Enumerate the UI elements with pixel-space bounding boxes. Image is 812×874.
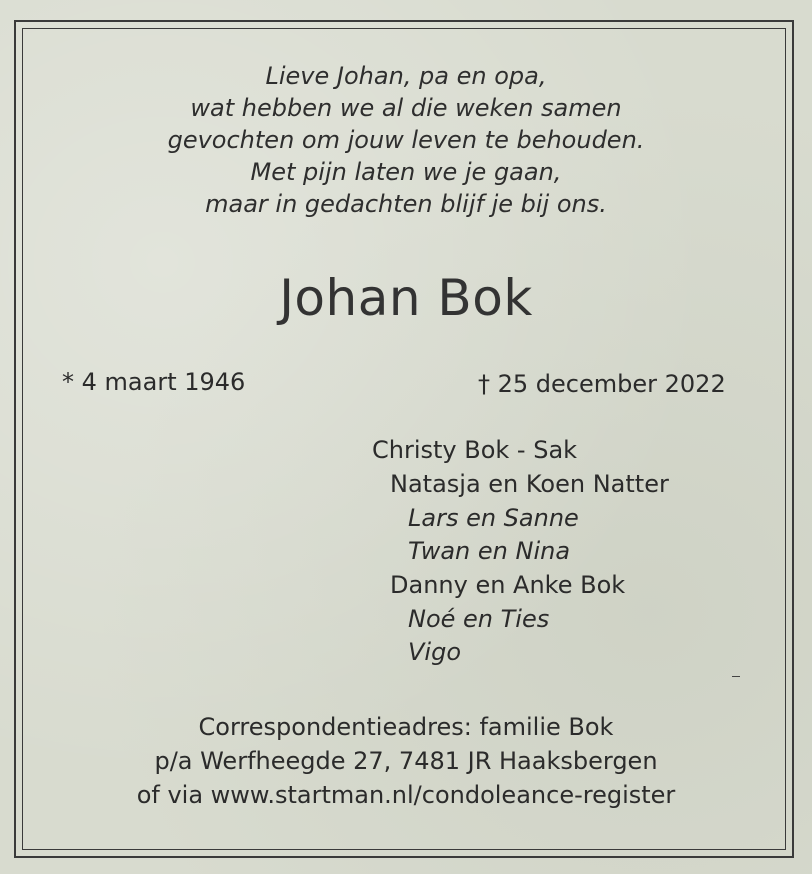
poem	[0, 60, 812, 220]
poem-line: Met pijn laten we je gaan,	[250, 158, 562, 186]
family-member: Noé en Ties	[408, 605, 550, 633]
address-line: Correspondentieadres: familie Bok	[198, 713, 614, 741]
address-line: p/a Werfheegde 27, 7481 JR Haaksbergen	[154, 747, 658, 775]
family-member: Twan en Nina	[408, 537, 571, 565]
poem-line: maar in gedachten blijf je bij ons.	[205, 190, 607, 218]
poem-line: gevochten om jouw leven te behouden.	[167, 126, 645, 154]
birth-date: * 4 maart 1946	[62, 368, 246, 396]
poem-line: Lieve Johan, pa en opa,	[265, 62, 547, 90]
deceased-name: Johan Bok	[279, 269, 533, 327]
death-date: † 25 december 2022	[478, 370, 726, 398]
family-member: Christy Bok - Sak	[372, 436, 578, 464]
family-member: Lars en Sanne	[408, 504, 579, 532]
address-line: of via www.startman.nl/condoleance-register	[136, 781, 676, 809]
poem-line: wat hebben we al die weken samen	[190, 94, 622, 122]
family-member: Danny en Anke Bok	[390, 571, 626, 599]
stray-mark	[732, 676, 740, 677]
family-member: Natasja en Koen Natter	[390, 470, 669, 498]
correspondence-address	[0, 710, 812, 812]
family-member: Vigo	[408, 638, 462, 666]
